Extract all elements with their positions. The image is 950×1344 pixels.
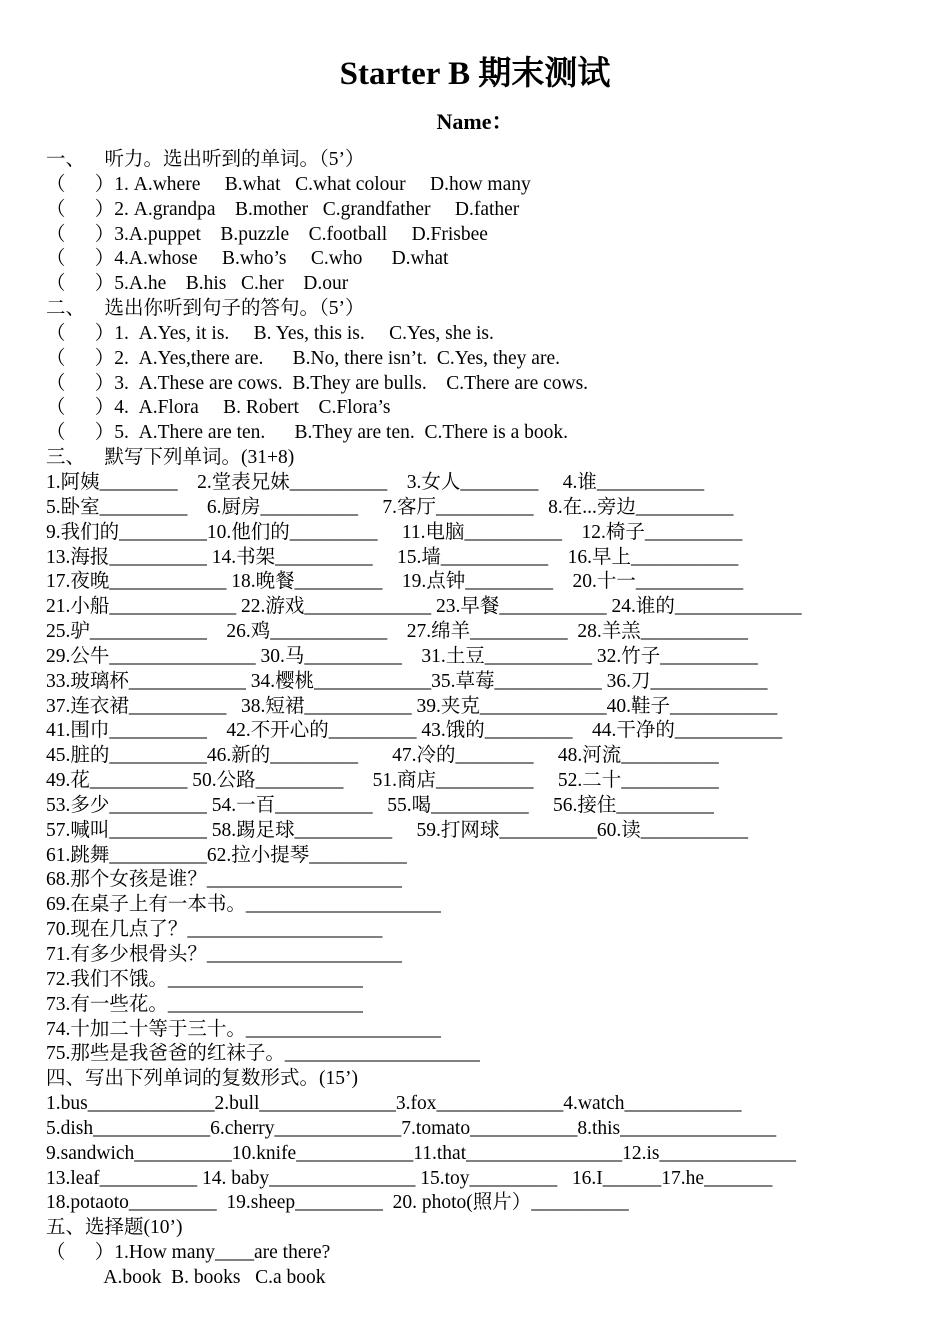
dictation-row: 61.跳舞__________62.拉小提琴__________ — [46, 844, 407, 866]
sentence-item: 69.在桌子上有一本书。____________________ — [46, 894, 441, 916]
dictation-row: 21.小船_____________ 22.游戏_____________ 23.早餐___________ 24.谁的_____________ — [46, 596, 802, 618]
dictation-row: 57.喊叫__________ 58.踢足球__________ 59.打网球__________60.读___________ — [46, 819, 749, 841]
response-q1: （ ）1. A.Yes, it is. B. Yes, this is. C.Yes, she is. — [46, 322, 494, 344]
dictation-row: 49.花__________ 50.公路_________ 51.商店__________ 52.二十__________ — [46, 770, 719, 792]
choice-q1: （ ）1.How many____are there? — [46, 1242, 331, 1264]
plural-row: 9.sandwich__________10.knife____________11.that________________12.is______________ — [46, 1142, 796, 1164]
dictation-row: 45.脏的__________46.新的_________ 47.冷的________ 48.河流__________ — [46, 745, 719, 767]
sentence-item: 71.有多少根骨头？____________________ — [46, 944, 402, 965]
sentence-item: 75.那些是我爸爸的红袜子。____________________ — [46, 1043, 480, 1065]
dictation-row: 37.连衣裙__________ 38.短裙___________ 39.夹克_____________40.鞋子___________ — [46, 695, 778, 717]
plural-row: 1.bus_____________2.bull______________3.fox_____________4.watch____________ — [46, 1093, 742, 1115]
dictation-row: 33.玻璃杯____________ 34.樱桃____________35.草莓___________ 36.刀____________ — [46, 670, 768, 692]
sentence-item: 74.十加二十等于三十。____________________ — [46, 1018, 441, 1040]
dictation-row: 5.卧室_________ 6.厨房__________ 7.客厅__________ 8.在...旁边__________ — [46, 496, 734, 518]
listening-q4: （ ）4.A.whose B.who’s C.who D.what — [46, 248, 449, 270]
response-q3: （ ）3. A.These are cows. B.They are bulls. C.There are cows. — [46, 372, 589, 394]
sentence-item: 73.有一些花。____________________ — [46, 993, 363, 1015]
page-title: Starter B 期末测试 — [339, 56, 611, 92]
sentence-item: 72.我们不饿。____________________ — [46, 968, 363, 990]
section-1-heading: 一、 听力。选出听到的单词。（5’） — [46, 149, 365, 170]
section-2-heading: 二、 选出你听到句子的答句。（5’） — [46, 298, 365, 320]
dictation-row: 17.夜晚____________ 18.晚餐_________ 19.点钟_________ 20.十一___________ — [46, 571, 744, 593]
plural-row: 5.dish____________6.cherry_____________7.tomato___________8.this________________ — [46, 1117, 777, 1139]
response-q5: （ ）5. A.There are ten. B.They are ten. C.There is a book. — [46, 422, 569, 444]
dictation-row: 41.围巾__________ 42.不开心的_________ 43.饿的_________ 44.干净的___________ — [46, 720, 783, 742]
section-3-heading: 三、 默写下列单词。(31+8) — [46, 447, 295, 469]
response-q2: （ ）2. A.Yes,there are. B.No, there isn’t. C.Yes, they are. — [46, 347, 560, 369]
dictation-row: 13.海报__________ 14.书架__________ 15.墙___________ 16.早上___________ — [46, 546, 739, 568]
listening-q5: （ ）5.A.he B.his C.her D.our — [46, 273, 349, 295]
dictation-row: 1.阿姨________ 2.堂表兄妹__________ 3.女人________ 4.谁___________ — [46, 471, 705, 493]
plural-row: 13.leaf__________ 14. baby_______________ 15.toy_________ 16.I______17.he_______ — [46, 1167, 773, 1189]
name-label: Name： — [436, 109, 514, 134]
dictation-row: 25.驴____________ 26.鸡____________ 27.绵羊__________ 28.羊羔___________ — [46, 621, 748, 643]
dictation-row: 53.多少__________ 54.一百__________ 55.喝__________ 56.接住__________ — [46, 794, 714, 816]
section-4-heading: 四、写出下列单词的复数形式。(15’) — [46, 1068, 358, 1090]
listening-q3: （ ）3.A.puppet B.puzzle C.football D.Frisbee — [46, 223, 488, 245]
worksheet-body — [46, 148, 946, 1291]
response-q4: （ ）4. A.Flora B. Robert C.Flora’s — [46, 397, 391, 419]
section-5-heading: 五、选择题(10’) — [46, 1217, 183, 1239]
listening-q2: （ ）2. A.grandpa B.mother C.grandfather D.father — [46, 198, 520, 220]
plural-row: 18.potaoto_________ 19.sheep_________ 20. photo(照片）__________ — [46, 1192, 629, 1214]
sentence-item: 70.现在几点了？____________________ — [46, 919, 383, 941]
dictation-row: 29.公牛_______________ 30.马__________ 31.土豆___________ 32.竹子__________ — [46, 645, 758, 667]
choice-q1-options: A.book B. books C.a book — [46, 1266, 326, 1288]
listening-q1: （ ）1. A.where B.what C.what colour D.how many — [46, 173, 531, 195]
sentence-item: 68.那个女孩是谁？____________________ — [46, 869, 402, 891]
dictation-row: 9.我们的_________10.他们的_________ 11.电脑__________ 12.椅子__________ — [46, 521, 743, 543]
